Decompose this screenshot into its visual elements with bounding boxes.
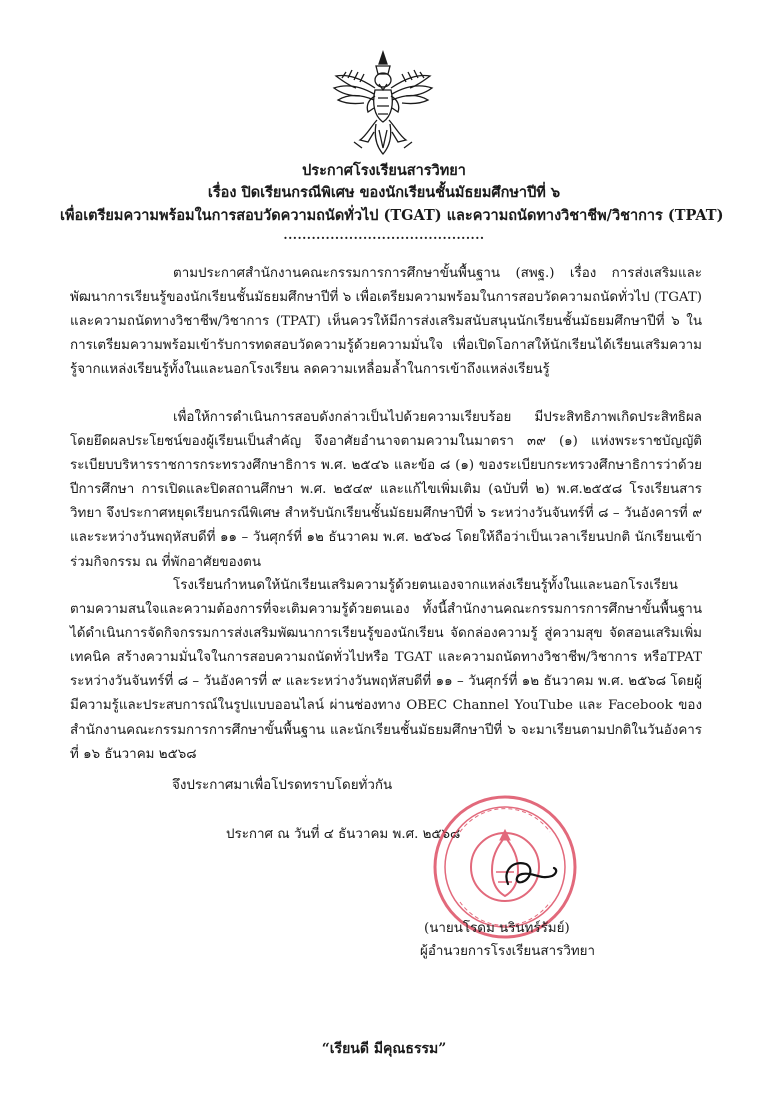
announcement-title: ประกาศโรงเรียนสารวิทยา <box>302 162 466 179</box>
closing-statement: จึงประกาศมาเพื่อโปรดทราบโดยทั่วกัน <box>172 778 393 793</box>
signature-icon <box>500 856 560 896</box>
header-separator: ........................................... <box>283 228 485 242</box>
body-paragraph-2: เพื่อให้การดำเนินการสอบดังกล่าวเป็นไปด้วยความเรียบร้อย มีประสิทธิภาพเกิดประสิทธิผล โดยยึดผลประโยชน์ของผู้เรียนเป็นสำคัญ จึงอาศัยอำนาจตามความในมาตรา ๓๙ (๑) แห่งพระราชบัญญัติระเบียบบริหารราชการกระทรวงศึกษาธิการ พ.ศ. ๒๕๔๖ และข้อ ๘ (๑) ของระเบียบกระทรวงศึกษาธิการว่าด้วยปีการศึกษา การเปิดและปิดสถานศึกษา พ.ศ. ๒๕๔๙ และแก้ไขเพิ่มเติม (ฉบับที่ ๒) พ.ศ.๒๕๕๘ โรงเรียนสารวิทยา จึงประกาศหยุดเรียนกรณีพิเศษ สำหรับนักเรียนชั้นมัธยมศึกษาปีที่ ๖ ระหว่างวันจันทร์ที่ ๘ – วันอังคารที่ ๙ และระหว่างวันพฤหัสบดีที่ ๑๑ – วันศุกร์ที่ ๑๒ ธันวาคม พ.ศ. ๒๕๖๘ โดยให้ถือว่าเป็นเวลาเรียนปกติ นักเรียนเข้าร่วมกิจกรรม ณ ที่พักอาศัยของตน <box>70 410 702 570</box>
signer-name: (นายนโรดม นรินทร์รัมย์) <box>424 921 570 936</box>
announcement-date: ประกาศ ณ วันที่ ๔ ธันวาคม พ.ศ. ๒๕๖๘ <box>226 827 461 842</box>
announcement-subject: เรื่อง ปิดเรียนกรณีพิเศษ ของนักเรียนชั้นมัธยมศึกษาปีที่ ๖ <box>207 184 561 201</box>
body-paragraph-3: โรงเรียนกำหนดให้นักเรียนเสริมความรู้ด้วยตนเองจากแหล่งเรียนรู้ทั้งในและนอกโรงเรียน ตามความสนใจและความต้องการที่จะเติมความรู้ด้วยตนเอง ทั้งนี้สำนักงานคณะกรรมการการศึกษาขั้นพื้นฐาน ได้ดำเนินการจัดกิจกรรมการส่งเสริมพัฒนาการเรียนรู้ของนักเรียน จัดกล่องความรู้ สู่ความสุข จัดสอนเสริมเพิ่มเทคนิค สร้างความมั่นใจในการสอบความถนัดทั่วไปหรือ TGAT และความถนัดทางวิชาชีพ/วิชาการ หรือTPAT ระหว่างวันจันทร์ที่ ๘ – วันอังคารที่ ๙ และระหว่างวันพฤหัสบดีที่ ๑๑ – วันศุกร์ที่ ๑๒ ธันวาคม พ.ศ. ๒๕๖๘ โดยผู้มีความรู้และประสบการณ์ในรูปแบบออนไลน์ ผ่านช่องทาง OBEC Channel YouTube และ Facebook ของสำนักงานคณะกรรมการการศึกษาขั้นพื้นฐาน และนักเรียนชั้นมัธยมศึกษาปีที่ ๖ จะมาเรียนตามปกติในวันอังคารที่ ๑๖ ธันวาคม ๒๕๖๘ <box>70 578 702 762</box>
garuda-emblem-icon <box>330 48 436 158</box>
school-motto: “เรียนดี มีคุณธรรม” <box>321 1041 447 1057</box>
announcement-purpose: เพื่อเตรียมความพร้อมในการสอบวัดความถนัดทั่วไป (TGAT) และความถนัดทางวิชาชีพ/วิชาการ (TPAT) <box>60 207 724 224</box>
body-paragraph-1: ตามประกาศสำนักงานคณะกรรมการการศึกษาขั้นพื้นฐาน (สพฐ.) เรื่อง การส่งเสริมและพัฒนาการเรียนรู้ของนักเรียนชั้นมัธยมศึกษาปีที่ ๖ เพื่อเตรียมความพร้อมในการสอบวัดความถนัดทั่วไป (TGAT) และความถนัดทางวิชาชีพ/วิชาการ (TPAT) เห็นควรให้มีการส่งเสริมสนับสนุนนักเรียนชั้นมัธยมศึกษาปีที่ ๖ ในการเตรียมความพร้อมเข้ารับการทดสอบวัดความรู้ด้วยความมั่นใจ เพื่อเปิดโอกาสให้นักเรียนได้เรียนเสริมความรู้จากแหล่งเรียนรู้ทั้งในและนอกโรงเรียน ลดความเหลื่อมล้ำในการเข้าถึงแหล่งเรียนรู้ <box>70 266 702 378</box>
signer-title: ผู้อำนวยการโรงเรียนสารวิทยา <box>420 944 596 959</box>
